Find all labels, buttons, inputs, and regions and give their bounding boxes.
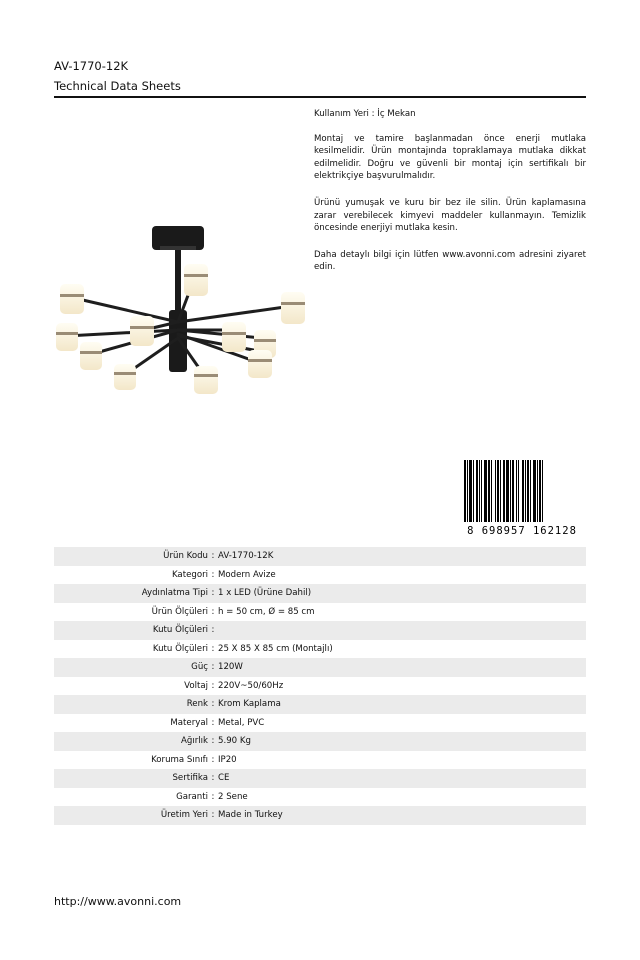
spec-separator: :	[211, 717, 215, 728]
spec-separator: :	[211, 791, 215, 802]
cleaning-instructions: Ürünü yumuşak ve kuru bir bez ile silin. Ürün kaplamasına zarar verebilecek kimyevi maddeler kullanmayın. Temizlik öncesinde enerjiyi mutlaka kesin.	[314, 197, 586, 234]
spec-label: Voltaj	[184, 680, 208, 691]
barcode	[458, 460, 586, 536]
spec-label: Kutu Ölçüleri	[152, 643, 208, 654]
spec-separator: :	[211, 736, 215, 747]
installation-warning: Montaj ve tamire başlanmadan önce enerji mutlaka kesilmelidir. Ürün montajında topraklamaya mutlaka dikkat edilmelidir. Doğru ve güvenli bir montaj için sertifikalı bir elektrikçiye başvurulmalıdır.	[314, 133, 586, 182]
spec-value: 220V~50/60Hz	[218, 680, 284, 691]
spec-row	[54, 658, 586, 677]
usage-info	[314, 108, 586, 288]
spec-label: Güç	[191, 662, 208, 673]
spec-value: 120W	[218, 662, 243, 673]
spec-value: Krom Kaplama	[218, 699, 281, 710]
spec-row	[54, 732, 586, 751]
chandelier-image	[52, 218, 312, 400]
barcode-digits: 8 698957 162128	[467, 525, 577, 536]
spec-label: Sertifika	[172, 773, 208, 784]
spec-separator: :	[211, 810, 215, 821]
spec-row	[54, 677, 586, 696]
spec-row	[54, 621, 586, 640]
spec-label: Aydınlatma Tipi	[141, 588, 208, 599]
spec-separator: :	[211, 643, 215, 654]
spec-separator: :	[211, 588, 215, 599]
spec-row	[54, 603, 586, 622]
spec-label: Renk	[186, 699, 208, 710]
footer-website-link[interactable]: http://www.avonni.com	[54, 895, 182, 908]
spec-row	[54, 751, 586, 770]
spec-value: IP20	[218, 754, 237, 765]
spec-table	[54, 547, 586, 825]
spec-separator: :	[211, 551, 215, 562]
spec-label: Ürün Ölçüleri	[151, 606, 208, 617]
spec-label: Kategori	[171, 569, 208, 580]
spec-label: Kutu Ölçüleri	[152, 625, 208, 636]
spec-separator: :	[211, 680, 215, 691]
website-note: Daha detaylı bilgi için lütfen www.avonni.com adresini ziyaret edin.	[314, 249, 586, 273]
spec-separator: :	[211, 662, 215, 673]
header-divider	[54, 96, 586, 98]
spec-row	[54, 769, 586, 788]
spec-row	[54, 640, 586, 659]
spec-row	[54, 695, 586, 714]
spec-label: Üretim Yeri	[160, 810, 208, 821]
document-subtitle: Technical Data Sheets	[54, 79, 181, 93]
spec-separator: :	[211, 625, 215, 636]
product-code-heading: AV-1770-12K	[54, 59, 129, 73]
spec-value: Made in Turkey	[218, 810, 283, 821]
spec-label: Garanti	[176, 791, 208, 802]
spec-row	[54, 714, 586, 733]
spec-value: 1 x LED (Ürüne Dahil)	[218, 588, 312, 599]
spec-value: Modern Avize	[218, 569, 276, 580]
usage-location: Kullanım Yeri : İç Mekan	[314, 109, 416, 119]
spec-value: 25 X 85 X 85 cm (Montajlı)	[218, 643, 333, 654]
spec-value: AV-1770-12K	[218, 551, 274, 562]
spec-separator: :	[211, 773, 215, 784]
spec-row	[54, 806, 586, 825]
spec-row	[54, 566, 586, 585]
spec-value: Metal, PVC	[218, 717, 265, 728]
spec-label: Materyal	[170, 717, 208, 728]
spec-separator: :	[211, 699, 215, 710]
spec-separator: :	[211, 606, 215, 617]
spec-value: CE	[218, 773, 230, 784]
spec-label: Ürün Kodu	[163, 551, 208, 562]
spec-label: Koruma Sınıfı	[151, 754, 208, 765]
spec-row	[54, 547, 586, 566]
spec-value: 5.90 Kg	[218, 736, 251, 747]
spec-label: Ağırlık	[180, 736, 208, 747]
spec-separator: :	[211, 754, 215, 765]
spec-row	[54, 584, 586, 603]
spec-value: 2 Sene	[218, 791, 248, 802]
spec-row	[54, 788, 586, 807]
spec-separator: :	[211, 569, 215, 580]
spec-value: h = 50 cm, Ø = 85 cm	[218, 606, 315, 617]
